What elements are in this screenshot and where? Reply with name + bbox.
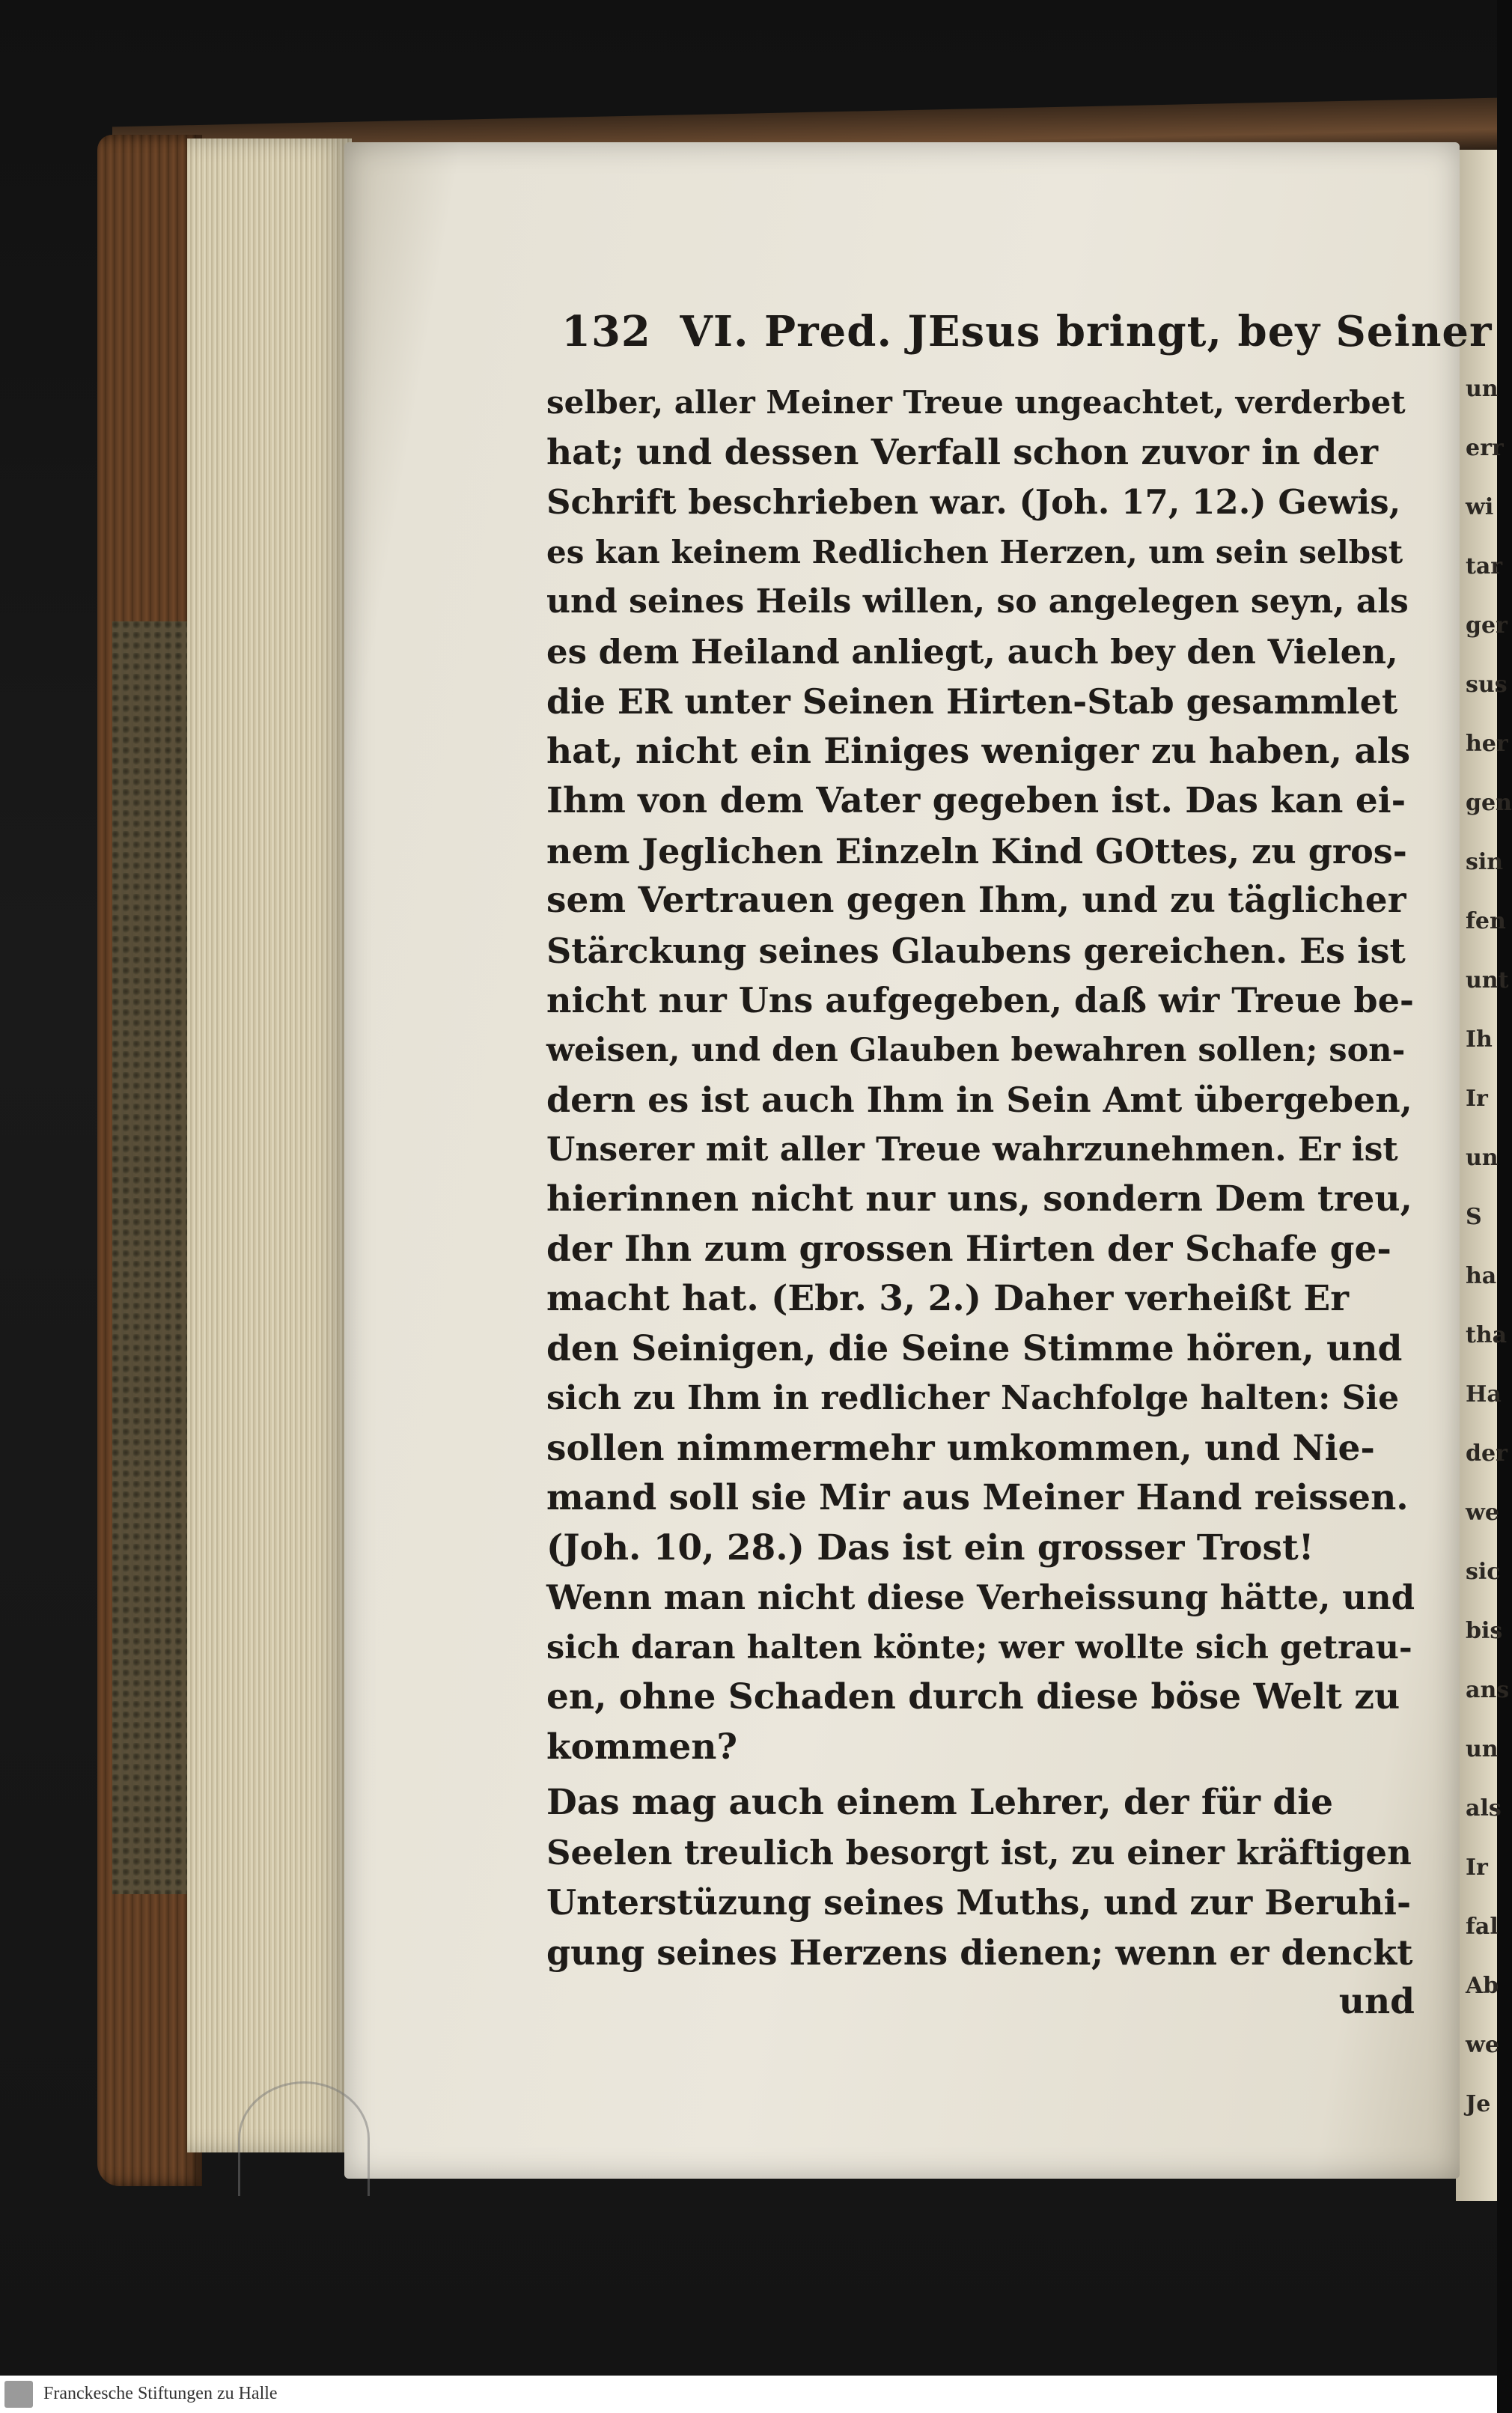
text-line: gung seines Herzens dienen; wenn er denckt [546, 1932, 1413, 1973]
facing-page-fragment: err [1466, 435, 1504, 461]
text-line: Wenn man nicht diese Verheissung hätte, und [546, 1577, 1415, 1617]
facing-page-fragment: Ir [1466, 1086, 1488, 1112]
text-line: der Ihn zum grossen Hirten der Schafe ge- [546, 1228, 1391, 1270]
facing-page-fragment: bis [1466, 1618, 1503, 1644]
text-line: es dem Heiland anliegt, auch bey den Vielen, [546, 631, 1398, 672]
catchword: und [1338, 1981, 1415, 2022]
facing-page-fragment: Ab [1466, 1973, 1499, 1999]
facing-page-fragment: Ha [1466, 1381, 1502, 1408]
text-line: Das mag auch einem Lehrer, der für die [546, 1782, 1334, 1823]
facing-page-fragments [1466, 359, 1512, 2134]
text-line: nicht nur Uns aufgegeben, daß wir Treue be- [546, 980, 1414, 1020]
facing-page-fragment: gen [1466, 790, 1512, 816]
text-line: und seines Heils willen, so angelegen seyn, als [546, 582, 1409, 621]
page-number: 132 [561, 307, 651, 356]
facing-page-fragment: unt [1466, 967, 1509, 994]
text-line: hierinnen nicht nur uns, sondern Dem treu, [546, 1178, 1412, 1220]
facing-page-fragment: tar [1466, 553, 1503, 579]
facing-page-fragment: als [1466, 1795, 1502, 1822]
facing-page-fragment: der [1466, 1440, 1508, 1467]
facing-page-fragment: un [1466, 1145, 1499, 1171]
facing-page-fragment: un [1466, 1736, 1499, 1762]
running-title: VI. Pred. JEsus bringt, bey Seiner [680, 307, 1493, 356]
facing-page-fragment: sic [1466, 1559, 1501, 1585]
thumb-mark [238, 2081, 370, 2196]
facing-page-fragment: un [1466, 376, 1499, 402]
facing-page-fragment: tha [1466, 1322, 1508, 1348]
facing-page-fragment: ha [1466, 1263, 1497, 1289]
text-line: macht hat. (Ebr. 3, 2.) Daher verheißt Er [546, 1278, 1349, 1319]
text-line: mand soll sie Mir aus Meiner Hand reissen. [546, 1477, 1409, 1518]
text-line: (Joh. 10, 28.) Das ist ein grosser Trost! [546, 1527, 1314, 1568]
text-line: Unserer mit aller Treue wahrzunehmen. Er ist [546, 1130, 1398, 1169]
paragraph-gap [546, 1772, 1415, 1778]
text-line: Seelen treulich besorgt ist, zu einer kräftigen [546, 1832, 1412, 1872]
text-line: kommen? [546, 1726, 737, 1768]
text-line: Ihm von dem Vater gegeben ist. Das kan ei- [546, 780, 1406, 821]
facing-page-fragment: we [1466, 2032, 1499, 2058]
text-line: den Seinigen, die Seine Stimme hören, und [546, 1327, 1403, 1369]
facing-page-fragment: fal [1466, 1914, 1499, 1940]
text-line: hat, nicht ein Einiges weniger zu haben, als [546, 730, 1411, 772]
text-line: weisen, und den Glauben bewahren sollen; son- [546, 1031, 1406, 1069]
text-line: die ER unter Seinen Hirten-Stab gesammlet [546, 681, 1398, 722]
facing-page-fragment: fen [1466, 908, 1506, 934]
facing-page-fragment: Ih [1466, 1026, 1493, 1053]
page-edges [187, 139, 352, 2152]
book-spine-cover [97, 135, 202, 2186]
text-line: sich daran halten könte; wer wollte sich getrau- [546, 1628, 1412, 1667]
page-body [546, 378, 1415, 2027]
facing-page-fragment: we [1466, 1500, 1499, 1526]
text-line: Unterstüzung seines Muths, und zur Beruhi- [546, 1882, 1412, 1923]
facing-page-fragment: sus [1466, 672, 1508, 698]
facing-page-fragment: Ir [1466, 1854, 1488, 1881]
facing-page-fragment: ger [1466, 612, 1508, 639]
text-line: Schrift beschrieben war. (Joh. 17, 12.) Gewis, [546, 482, 1401, 522]
text-line: sich zu Ihm in redlicher Nachfolge halten: Sie [546, 1379, 1400, 1417]
facing-page-fragment: S [1466, 1204, 1482, 1230]
facing-page-fragment: ans [1466, 1677, 1510, 1703]
institution-logo-icon [4, 2381, 33, 2408]
text-line: Stärckung seines Glaubens gereichen. Es ist [546, 930, 1406, 971]
facing-page-fragment: Je [1466, 2091, 1491, 2117]
page-header [561, 307, 1493, 356]
text-line: sem Vertrauen gegen Ihm, und zu täglicher [546, 880, 1406, 921]
text-line: sollen nimmermehr umkommen, und Nie- [546, 1427, 1375, 1469]
text-line: nem Jeglichen Einzeln Kind GOttes, zu gros- [546, 830, 1407, 871]
facing-page-fragment: her [1466, 731, 1508, 757]
text-line: en, ohne Schaden durch diese böse Welt zu [546, 1676, 1400, 1717]
text-line: es kan keinem Redlichen Herzen, um sein selbst [546, 533, 1403, 570]
text-line: dern es ist auch Ihm in Sein Amt übergeben, [546, 1080, 1412, 1120]
facing-page-fragment: wi [1466, 494, 1494, 520]
text-line: selber, aller Meiner Treue ungeachtet, verderbet [546, 384, 1406, 421]
footer-credit: Franckesche Stiftungen zu Halle [43, 2384, 278, 2403]
facing-page-fragment: sin [1466, 849, 1504, 875]
text-line: hat; und dessen Verfall schon zuvor in der [546, 431, 1378, 473]
